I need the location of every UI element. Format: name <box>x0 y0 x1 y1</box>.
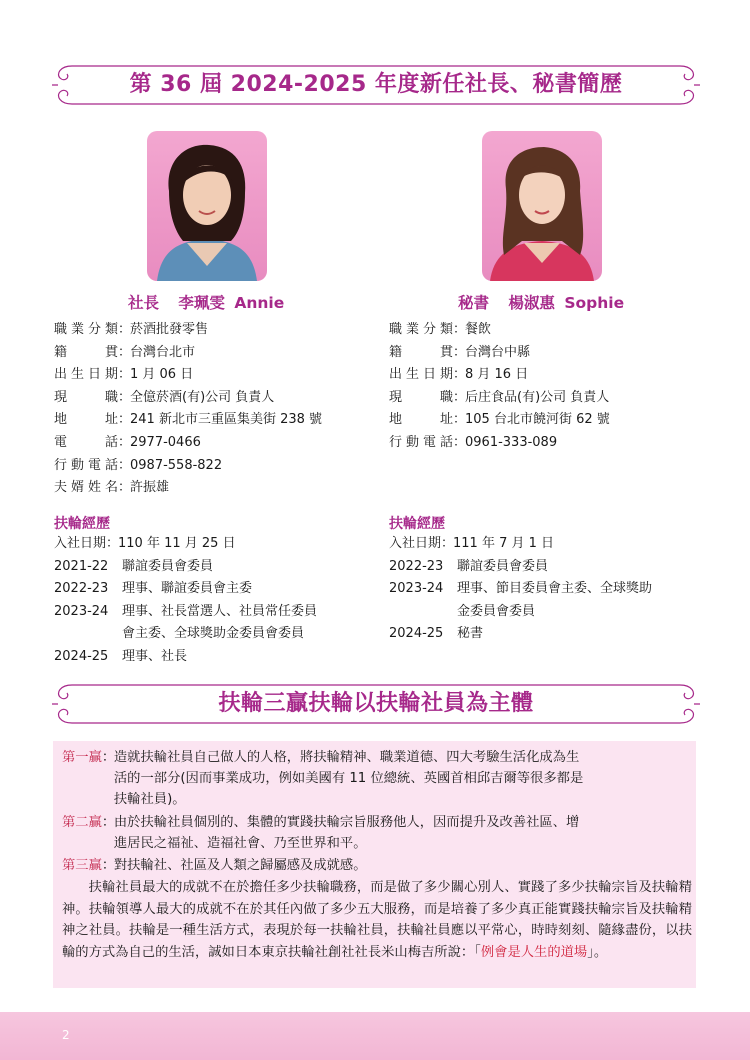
info-value: 台灣台北市 <box>130 344 196 360</box>
history-row: 入社日期 ： 110 年 11 月 25 日 <box>54 533 317 556</box>
secretary-english-name: Sophie <box>564 294 625 312</box>
history-year: 2023-24 <box>54 603 109 619</box>
info-label: 地址 <box>389 412 453 428</box>
paragraph-text: 扶輪社員最大的成就不在於擔任多少扶輪職務，而是做了多少關心別人、實踐了多少扶輪宗旨及扶輪精神。扶輪領導人最大的成就不在於其任內做了多少五大服務，而是培養了多少真正能實踐扶輪宗旨及扶輪精神之社員。扶輪是一種生活方式，表現於每一扶輪社員，扶輪社員應以平常心，時時刻刻、隨緣盡份，以扶輪的方式為自己的生活，誠如日本東京扶輪社創社社長米山梅吉所說：「 <box>62 880 692 960</box>
secretary-name: 楊淑惠 <box>508 294 555 312</box>
secretary-photo <box>482 131 602 281</box>
info-value: 菸酒批發零售 <box>130 322 209 337</box>
win-text <box>114 855 692 876</box>
history-row <box>389 601 652 624</box>
history-row <box>389 578 652 601</box>
win-item: 第三贏 ： 對扶輪社、社區及人類之歸屬感及成就感。 <box>62 855 692 876</box>
history-year: 2023-24 <box>389 581 444 597</box>
history-text: 理事、節目委員會主委、全球獎助 <box>457 581 653 597</box>
secretary-role: 秘書 <box>458 294 490 312</box>
info-row: 職業分類 ： 菸酒批發零售 <box>54 319 322 342</box>
history-year: 2024-25 <box>389 626 444 642</box>
win-line: 對扶輪社、社區及人類之歸屬感及成就感。 <box>113 858 367 873</box>
history-row <box>54 601 317 624</box>
history-year: 2022-23 <box>54 581 109 597</box>
info-value: 241 新北市三重區集美街 238 號 <box>130 412 323 428</box>
banner-title: 第 36 屆 2024-2025 年度新任社長、秘書簡歷 <box>129 72 623 97</box>
info-value: 后庄食品(有)公司 負責人 <box>465 389 610 405</box>
info-label: 行動電話 <box>54 457 118 473</box>
win-line: 活的一部分(因而事業成功，例如美國有 11 位總統、英國首相邱吉爾等很多都是 <box>113 771 584 787</box>
history-row <box>54 578 317 601</box>
history-row <box>54 556 317 579</box>
info-label: 電話 <box>54 434 118 450</box>
info-row: 出生日期 ： 1 月 06 日 <box>54 364 322 387</box>
president-history-title: 扶輪經歷 <box>54 516 110 532</box>
info-row: 地址 ： 241 新北市三重區集美街 238 號 <box>54 409 322 432</box>
president-photo <box>147 131 267 281</box>
info-label: 籍貫 <box>54 344 118 360</box>
closing-paragraph <box>62 877 692 963</box>
info-value: 105 台北市饒河街 62 號 <box>465 412 610 428</box>
section-banner <box>50 677 702 731</box>
info-value: 2977-0466 <box>130 434 201 450</box>
history-row <box>54 646 317 669</box>
info-row: 行動電話 ： 0961-333-089 <box>389 432 610 455</box>
info-label: 籍貫 <box>389 344 453 360</box>
info-label: 行動電話 <box>389 434 453 450</box>
win-line: 造就扶輪社員自己做人的人格，將扶輪精神、職業道德、四大考驗生活化成為生 <box>113 750 580 765</box>
info-row: 現職 ： 后庄食品(有)公司 負責人 <box>389 387 610 410</box>
join-label: 入社日期 <box>389 536 442 551</box>
secretary-history <box>389 533 652 646</box>
win-line: 進居民之福祉、造福社會、乃至世界和平。 <box>113 836 367 852</box>
info-value: 餐飲 <box>465 322 492 337</box>
history-text: 金委員會委員 <box>457 603 536 619</box>
info-row: 籍貫 ： 台灣台中縣 <box>389 342 610 365</box>
paragraph-quote: 例會是人生的道場 <box>480 944 588 960</box>
history-text: 秘書 <box>457 626 484 642</box>
secretary-caption <box>458 291 624 313</box>
info-label: 出生日期 <box>389 367 453 383</box>
info-value: 0961-333-089 <box>465 434 558 450</box>
paragraph-end: 」。 <box>587 944 608 960</box>
history-text: 會主委、全球獎助金委員會委員 <box>122 626 305 642</box>
footer-band <box>0 1012 750 1060</box>
president-history <box>54 533 317 669</box>
join-date: 110 年 11 月 25 日 <box>118 536 236 551</box>
history-text: 理事、社長當選人、社員常任委員 <box>122 603 318 619</box>
win-text <box>114 812 692 854</box>
info-row: 電話 ： 2977-0466 <box>54 432 322 455</box>
secretary-info <box>389 319 610 455</box>
info-label: 職業分類 <box>389 322 453 337</box>
join-label: 入社日期 <box>54 536 107 551</box>
history-text: 理事、社長 <box>122 648 188 664</box>
info-value: 台灣台中縣 <box>465 344 531 360</box>
history-text: 理事、聯誼委員會主委 <box>122 581 253 597</box>
history-text: 聯誼委員會委員 <box>122 558 214 574</box>
info-label: 出生日期 <box>54 367 118 383</box>
history-row: 入社日期 ： 111 年 7 月 1 日 <box>389 533 652 556</box>
join-date: 111 年 7 月 1 日 <box>453 536 555 551</box>
history-text: 聯誼委員會委員 <box>457 558 549 574</box>
banner-title: 扶輪三贏扶輪以扶輪社員為主體 <box>218 691 534 716</box>
history-row <box>54 623 317 646</box>
info-label: 現職 <box>54 389 118 405</box>
win-label: 第二贏 <box>62 815 102 830</box>
page-number: 2 <box>62 1028 70 1042</box>
win-line: 扶輪社員)。 <box>113 792 186 808</box>
history-row <box>389 556 652 579</box>
info-row: 籍貫 ： 台灣台北市 <box>54 342 322 365</box>
win-line: 由於扶輪社員個別的、集體的實踐扶輪宗旨服務他人，因而提升及改善社區、增 <box>113 815 580 830</box>
info-row: 行動電話 ： 0987-558-822 <box>54 455 322 478</box>
title-banner <box>50 58 702 112</box>
info-label: 職業分類 <box>54 322 118 337</box>
info-value: 許振雄 <box>130 480 170 496</box>
win-item: 第二贏 ： 由於扶輪社員個別的、集體的實踐扶輪宗旨服務他人，因而提升及改善社區、增 進居民之福祉、造福社會、乃至世界和平。 <box>62 812 692 854</box>
president-english-name: Annie <box>234 294 285 312</box>
info-label: 現職 <box>389 389 453 405</box>
win-item: 第一贏 ： 造就扶輪社員自己做人的人格，將扶輪精神、職業道德、四大考驗生活化成為生 活的一部分(因而事業成功，例如美國有 11 位總統、英國首相邱吉爾等很多都是 扶輪社員)。 <box>62 747 692 811</box>
secretary-history-title: 扶輪經歷 <box>389 516 445 532</box>
info-row: 地址 ： 105 台北市饒河街 62 號 <box>389 409 610 432</box>
info-value: 全億菸酒(有)公司 負責人 <box>130 389 275 405</box>
president-info <box>54 319 322 500</box>
info-label: 地址 <box>54 412 118 428</box>
history-year: 2022-23 <box>389 558 444 574</box>
win-label: 第一贏 <box>62 750 102 765</box>
info-label: 夫婿姓名 <box>54 480 118 496</box>
info-value: 0987-558-822 <box>130 457 223 473</box>
history-row <box>389 623 652 646</box>
president-caption <box>128 291 284 313</box>
president-role: 社長 <box>128 294 160 312</box>
info-row: 出生日期 ： 8 月 16 日 <box>389 364 610 387</box>
win-label: 第三贏 <box>62 858 102 873</box>
info-row: 職業分類 ： 餐飲 <box>389 319 610 342</box>
win-text <box>114 747 692 811</box>
info-row: 現職 ： 全億菸酒(有)公司 負責人 <box>54 387 322 410</box>
info-value: 1 月 06 日 <box>130 367 194 383</box>
history-year: 2024-25 <box>54 648 109 664</box>
president-name: 李珮雯 <box>178 294 225 312</box>
info-row: 夫婿姓名 ： 許振雄 <box>54 477 322 500</box>
history-year: 2021-22 <box>54 558 109 574</box>
info-value: 8 月 16 日 <box>465 367 529 383</box>
